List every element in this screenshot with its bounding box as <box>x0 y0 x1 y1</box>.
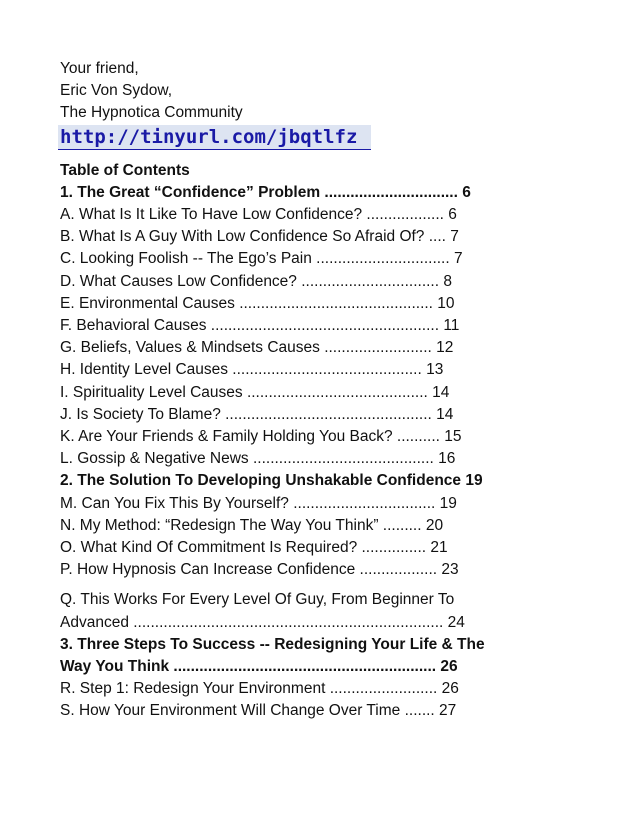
signature-block <box>60 58 600 150</box>
toc-entry[interactable]: S. How Your Environment Will Change Over Time ....... 27 <box>60 702 457 720</box>
toc-entry[interactable]: M. Can You Fix This By Yourself? ................................. 19 <box>60 494 457 512</box>
toc-entry[interactable]: J. Is Society To Blame? ................................................ 14 <box>60 405 454 423</box>
toc-entry[interactable]: H. Identity Level Causes ............................................ 13 <box>60 361 444 379</box>
toc-list-continued <box>60 589 600 722</box>
toc-section-entry[interactable]: Way You Think ............................................................. 26 <box>60 658 458 676</box>
toc-entry[interactable]: A. What Is It Like To Have Low Confidence? .................. 6 <box>60 206 457 224</box>
toc-entry[interactable]: R. Step 1: Redesign Your Environment ......................... 26 <box>60 680 459 698</box>
toc-entry[interactable]: D. What Causes Low Confidence? ................................ 8 <box>60 272 452 290</box>
toc-entry[interactable]: K. Are Your Friends & Family Holding You Back? .......... 15 <box>60 428 462 446</box>
toc-entry[interactable]: G. Beliefs, Values & Mindsets Causes ......................... 12 <box>60 339 454 357</box>
signature-closing: Your friend, <box>60 60 139 77</box>
toc-section-entry[interactable]: 2. The Solution To Developing Unshakable Confidence 19 <box>60 472 483 490</box>
toc-entry[interactable]: B. What Is A Guy With Low Confidence So Afraid Of? .... 7 <box>60 228 459 246</box>
table-of-contents <box>60 160 600 723</box>
toc-entry[interactable]: L. Gossip & Negative News .......................................... 16 <box>60 450 456 468</box>
signature-community: The Hypnotica Community <box>60 104 243 122</box>
toc-entry[interactable]: C. Looking Foolish -- The Ego’s Pain ............................... 7 <box>60 250 463 268</box>
toc-entry[interactable]: E. Environmental Causes ............................................. 10 <box>60 294 455 312</box>
toc-list <box>60 182 600 582</box>
signature-name: Eric Von Sydow, <box>60 82 173 100</box>
toc-entry[interactable]: I. Spirituality Level Causes .......................................... 14 <box>60 383 450 401</box>
toc-entry[interactable]: F. Behavioral Causes ..................................................... 11 <box>60 317 460 335</box>
toc-entry[interactable]: Advanced ........................................................................ 24 <box>60 613 465 631</box>
toc-heading: Table of Contents <box>60 161 190 179</box>
community-link[interactable]: http://tinyurl.com/jbqtlfz <box>58 125 371 150</box>
toc-entry[interactable]: P. How Hypnosis Can Increase Confidence .................. 23 <box>60 561 459 579</box>
document-page <box>60 58 600 723</box>
toc-entry[interactable]: N. My Method: “Redesign The Way You Think” ......... 20 <box>60 516 444 534</box>
toc-section-entry[interactable]: 1. The Great “Confidence” Problem ............................... 6 <box>60 183 471 201</box>
toc-entry[interactable]: Q. This Works For Every Level Of Guy, From Beginner To <box>60 591 455 609</box>
toc-section-entry[interactable]: 3. Three Steps To Success -- Redesigning Your Life & The <box>60 635 485 653</box>
toc-entry[interactable]: O. What Kind Of Commitment Is Required? ............... 21 <box>60 539 448 557</box>
